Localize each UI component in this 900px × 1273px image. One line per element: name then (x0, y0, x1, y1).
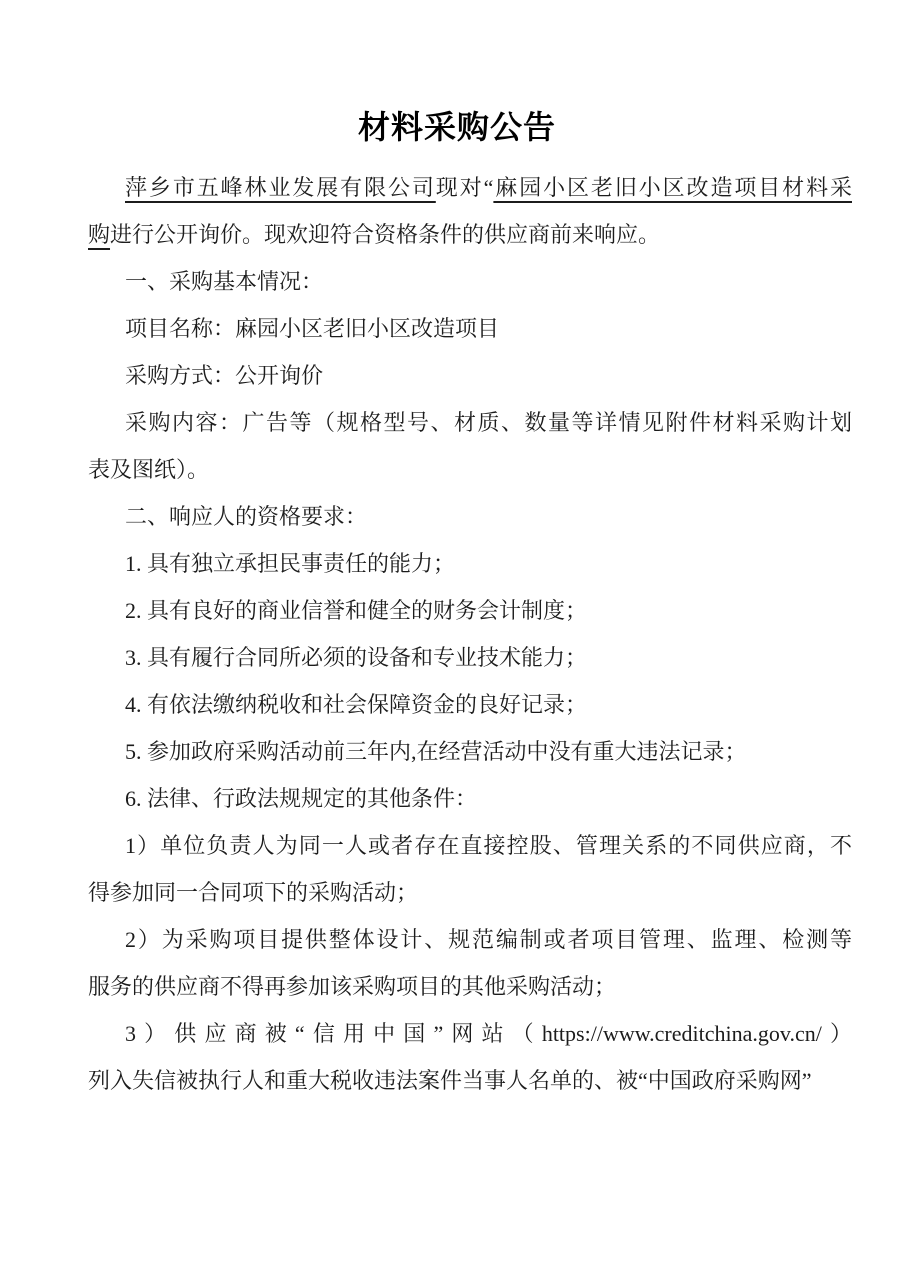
paragraph-line (88, 916, 852, 963)
paragraph-line (88, 587, 852, 634)
text-segment: 1）单位负责人为同一人或者存在直接控股、管理关系的不同供应商，不 (125, 833, 852, 858)
text-segment: 2. 具有良好的商业信誉和健全的财务会计制度； (125, 598, 588, 623)
paragraph-line (88, 164, 852, 211)
text-segment: 采购方式：公开询价 (125, 363, 324, 388)
text-segment: 5. 参加政府采购活动前三年内,在经营活动中没有重大违法记录； (125, 739, 747, 764)
text-segment: 项目名称：麻园小区老旧小区改造项目 (125, 316, 500, 341)
text-segment: 1. 具有独立承担民事责任的能力； (125, 551, 456, 576)
paragraph-line (88, 728, 852, 775)
text-segment: 表及图纸）。 (88, 457, 210, 482)
text-segment: 4. 有依法缴纳税收和社会保障资金的良好记录； (125, 692, 588, 717)
paragraph-line (88, 540, 852, 587)
text-segment: 采购内容：广告等（规格型号、材质、数量等详情见附件材料采购计划 (125, 410, 852, 435)
paragraph-line (88, 1010, 852, 1057)
underlined-text: 萍乡市五峰林业发展有限公司 (125, 175, 436, 200)
text-segment: 得参加同一合同项下的采购活动； (88, 880, 419, 905)
document-title: 材料采购公告 (357, 109, 556, 145)
paragraph-line (88, 352, 852, 399)
text-segment: 3）供应商被“信用中国”网站（https://www.creditchina.gov.cn/） (125, 1021, 852, 1046)
text-segment: 3. 具有履行合同所必须的设备和专业技术能力； (125, 645, 588, 670)
paragraph-line (88, 869, 852, 916)
text-segment: 一、采购基本情况： (125, 269, 324, 294)
paragraph-line (88, 634, 852, 681)
document-body (88, 164, 852, 1104)
paragraph-line (88, 399, 852, 446)
text-segment: 6. 法律、行政法规规定的其他条件： (125, 786, 478, 811)
text-segment: 现对“ (435, 175, 494, 200)
text-segment: 列入失信被执行人和重大税收违法案件当事人名单的、被“中国政府采购网” (88, 1068, 812, 1093)
paragraph-line (88, 305, 852, 352)
paragraph-line (88, 963, 852, 1010)
paragraph-line (88, 681, 852, 728)
text-segment: 2）为采购项目提供整体设计、规范编制或者项目管理、监理、检测等 (125, 927, 852, 952)
paragraph-line (88, 1057, 852, 1104)
underlined-text: 购 (88, 222, 111, 247)
paragraph-line (88, 493, 852, 540)
paragraph-line (88, 211, 852, 258)
paragraph-line (88, 775, 852, 822)
paragraph-line (88, 822, 852, 869)
paragraph-line (88, 446, 852, 493)
paragraph-line (88, 258, 852, 305)
underlined-text: 麻园小区老旧小区改造项目材料采 (493, 175, 852, 200)
text-segment: 进行公开询价。现欢迎符合资格条件的供应商前来响应。 (110, 222, 661, 247)
text-segment: 二、响应人的资格要求： (125, 504, 368, 529)
text-segment: 服务的供应商不得再参加该采购项目的其他采购活动； (88, 974, 617, 999)
